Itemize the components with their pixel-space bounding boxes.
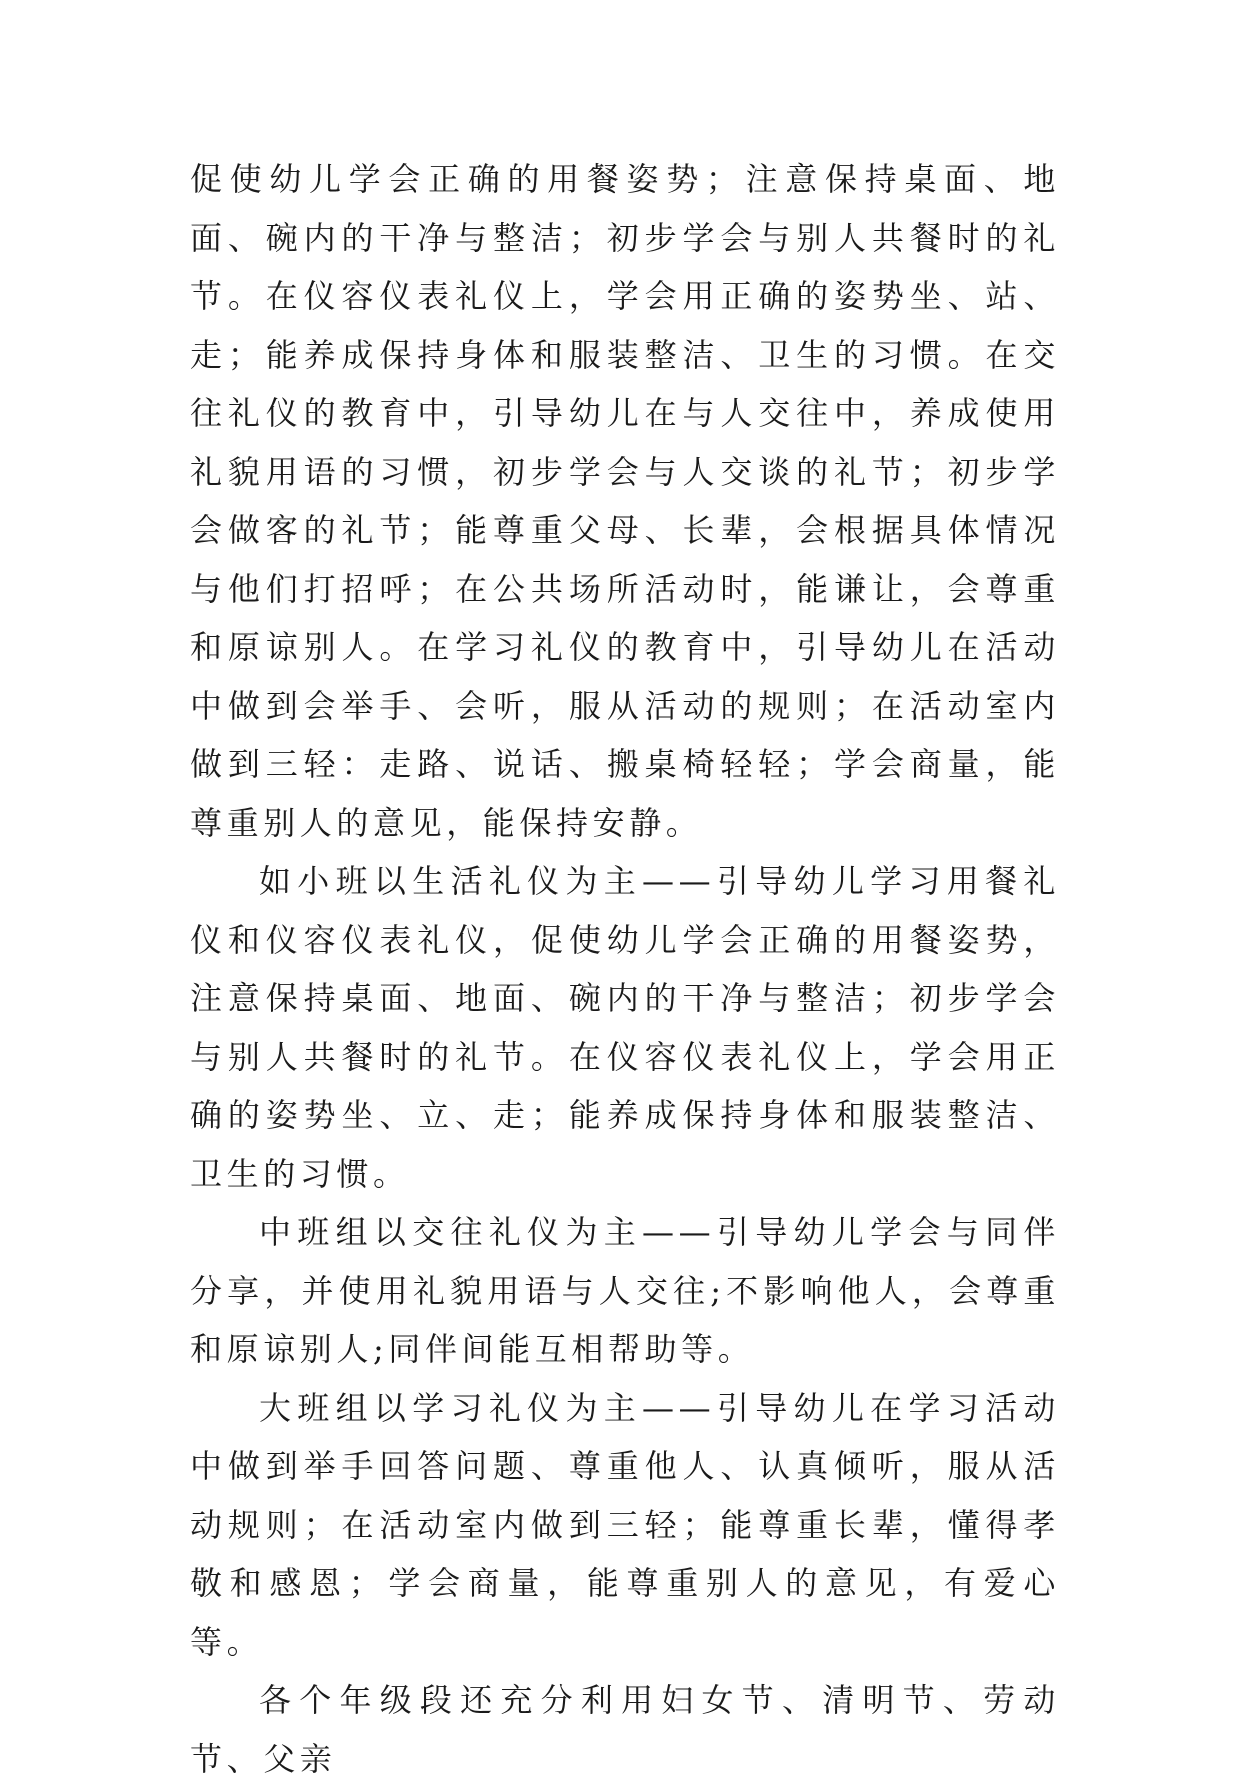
paragraph-small-class: 如小班以生活礼仪为主——引导幼儿学习用餐礼仪和仪容仪表礼仪，促使幼儿学会正确的用餐姿势，注意保持桌面、地面、碗内的干净与整洁；初步学会与别人共餐时的礼节。在仪容仪表礼仪上，学会用正确的姿势坐、立、走；能养成保持身体和服装整洁、卫生的习惯。 [190, 862, 1060, 1193]
paragraph-festivals: 各个年级段还充分利用妇女节、清明节、劳动节、父亲 [190, 1681, 1060, 1778]
body-text [190, 150, 1060, 1788]
paragraph-middle-class: 中班组以交往礼仪为主——引导幼儿学会与同伴分享，并使用礼貌用语与人交往;不影响他人，会尊重和原谅别人;同伴间能互相帮助等。 [190, 1213, 1060, 1368]
paragraph-etiquette-overview: 促使幼儿学会正确的用餐姿势；注意保持桌面、地面、碗内的干净与整洁；初步学会与别人共餐时的礼节。在仪容仪表礼仪上，学会用正确的姿势坐、站、走；能养成保持身体和服装整洁、卫生的习惯。在交往礼仪的教育中，引导幼儿在与人交往中，养成使用礼貌用语的习惯，初步学会与人交谈的礼节；初步学会做客的礼节；能尊重父母、长辈，会根据具体情况与他们打招呼；在公共场所活动时，能谦让，会尊重和原谅别人。在学习礼仪的教育中，引导幼儿在活动中做到会举手、会听，服从活动的规则；在活动室内做到三轻：走路、说话、搬桌椅轻轻；学会商量，能尊重别人的意见，能保持安静。 [190, 160, 1060, 842]
paragraph-large-class: 大班组以学习礼仪为主——引导幼儿在学习活动中做到举手回答问题、尊重他人、认真倾听，服从活动规则；在活动室内做到三轻；能尊重长辈，懂得孝敬和感恩；学会商量，能尊重别人的意见，有爱心等。 [190, 1388, 1060, 1661]
